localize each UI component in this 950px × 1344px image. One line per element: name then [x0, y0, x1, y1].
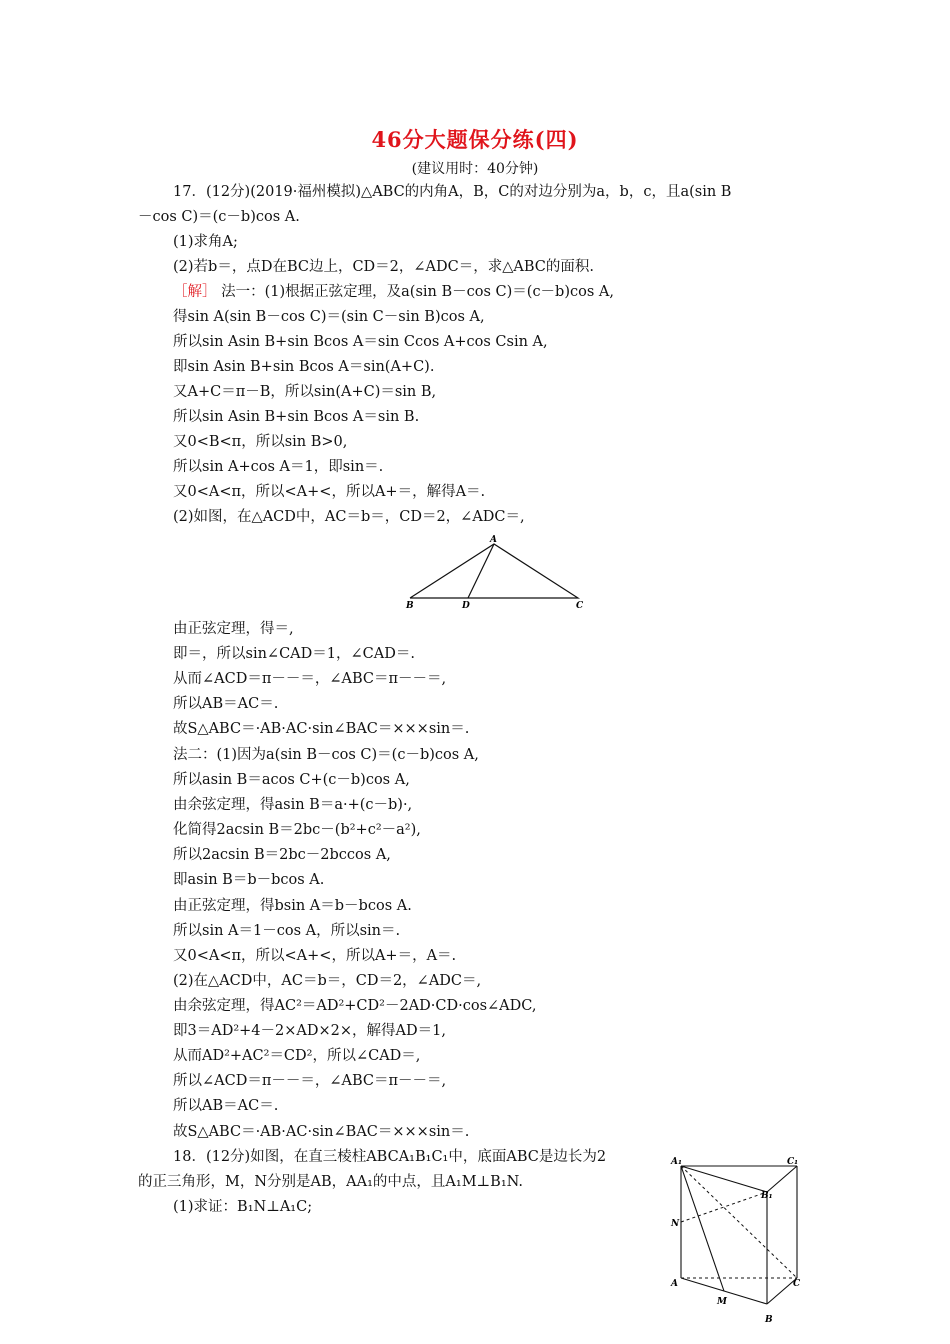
text-line: 所以sin Asin B+sin Bcos A＝sin B.: [173, 409, 420, 425]
text-line: 由余弦定理，得asin B＝a·+(c－b)·,: [173, 797, 413, 813]
label-c: C: [576, 601, 584, 611]
text-line: 由余弦定理，得AC²＝AD²+CD²－2AD·CD·cos∠ADC,: [173, 998, 537, 1014]
text-line: (2)若b＝，点D在BC边上，CD＝2，∠ADC＝，求△ABC的面积.: [173, 259, 595, 275]
label-d: D: [462, 601, 470, 611]
text-line: 故S△ABC＝·AB·AC·sin∠BAC＝×××sin＝.: [173, 1124, 470, 1140]
text-line: 又0<A<π，所以<A+<，所以A+＝，解得A＝.: [173, 484, 486, 500]
label-a: A: [671, 1279, 678, 1289]
text-line: 由正弦定理，得bsin A＝b－bcos A.: [173, 898, 412, 914]
text-line: 所以AB＝AC＝.: [173, 696, 279, 712]
triangle-figure: [398, 532, 594, 612]
text-line: 所以sin A+cos A＝1，即sin＝.: [173, 459, 384, 475]
label-n: N: [671, 1219, 680, 1229]
text-line: 又A+C＝π－B，所以sin(A+C)＝sin B,: [173, 384, 437, 400]
text-line: (1)求角A;: [173, 234, 238, 250]
text-line: 17．(12分)(2019·福州模拟)△ABC的内角A，B，C的对边分别为a，b，c，且a(sin B: [173, 184, 732, 200]
text-line: 所以AB＝AC＝.: [173, 1098, 279, 1114]
text-line: 所以2acsin B＝2bc－2bccos A,: [173, 847, 391, 863]
text-line: 18．(12分)如图，在直三棱柱ABCA₁B₁C₁中，底面ABC是边长为2: [173, 1149, 607, 1165]
text-line: －cos C)＝(c－b)cos A.: [138, 209, 300, 225]
label-b: B: [765, 1315, 773, 1325]
solution-text: 法一：(1)根据正弦定理，及a(sin B－cos C)＝(c－b)cos A,: [221, 284, 614, 300]
problem-set-title: 46分大题保分练(四): [371, 127, 579, 152]
text-line: 即sin Asin B+sin Bcos A＝sin(A+C).: [173, 359, 435, 375]
label-c1: C₁: [787, 1157, 799, 1167]
text-line: 从而∠ACD＝π－－＝，∠ABC＝π－－＝,: [173, 671, 447, 687]
text-line: 所以sin A＝1－cos A，所以sin＝.: [173, 923, 401, 939]
label-m: M: [717, 1297, 727, 1307]
triangle-outline: [410, 544, 578, 598]
solution-label: ［解］: [173, 284, 217, 300]
text-line: 故S△ABC＝·AB·AC·sin∠BAC＝×××sin＝.: [173, 721, 470, 737]
prism-figure: [665, 1152, 815, 1338]
label-b: B: [406, 601, 414, 611]
text-line: 的正三角形，M，N分别是AB，AA₁的中点，且A₁M⊥B₁N.: [138, 1174, 524, 1190]
text-line: 又0<A<π，所以<A+<，所以A+＝，A＝.: [173, 948, 457, 964]
text-line: 所以∠ACD＝π－－＝，∠ABC＝π－－＝,: [173, 1073, 447, 1089]
text-line: 由正弦定理，得＝,: [173, 621, 294, 637]
text-line: 从而AD²+AC²＝CD²，所以∠CAD＝,: [173, 1048, 421, 1064]
text-line: 又0<B<π，所以sin B>0,: [173, 434, 348, 450]
text-line: 即3＝AD²+4－2×AD×2×，解得AD＝1,: [173, 1023, 446, 1039]
text-line: (2)如图，在△ACD中，AC＝b＝，CD＝2，∠ADC＝,: [173, 509, 525, 525]
solution-line: [173, 282, 614, 302]
text-line: (2)在△ACD中，AC＝b＝，CD＝2，∠ADC＝,: [173, 973, 482, 989]
text-line: 化简得2acsin B＝2bc－(b²+c²－a²),: [173, 822, 421, 838]
text-line: 法二：(1)因为a(sin B－cos C)＝(c－b)cos A,: [173, 747, 479, 763]
label-a1: A₁: [671, 1157, 682, 1167]
label-c: C: [793, 1279, 801, 1289]
text-line: 即＝，所以sin∠CAD＝1，∠CAD＝.: [173, 646, 415, 662]
suggested-time: (建议用时：40分钟): [411, 161, 539, 177]
text-line: 即asin B＝b－bcos A.: [173, 872, 325, 888]
text-line: 得sin A(sin B－cos C)＝(sin C－sin B)cos A,: [173, 309, 485, 325]
text-line: 所以sin Asin B+sin Bcos A＝sin Ccos A+cos Csin A,: [173, 334, 548, 350]
text-line: 所以asin B＝acos C+(c－b)cos A,: [173, 772, 410, 788]
text-line: (1)求证：B₁N⊥A₁C;: [173, 1199, 313, 1215]
label-b1: B₁: [761, 1191, 773, 1201]
label-a: A: [490, 535, 497, 545]
